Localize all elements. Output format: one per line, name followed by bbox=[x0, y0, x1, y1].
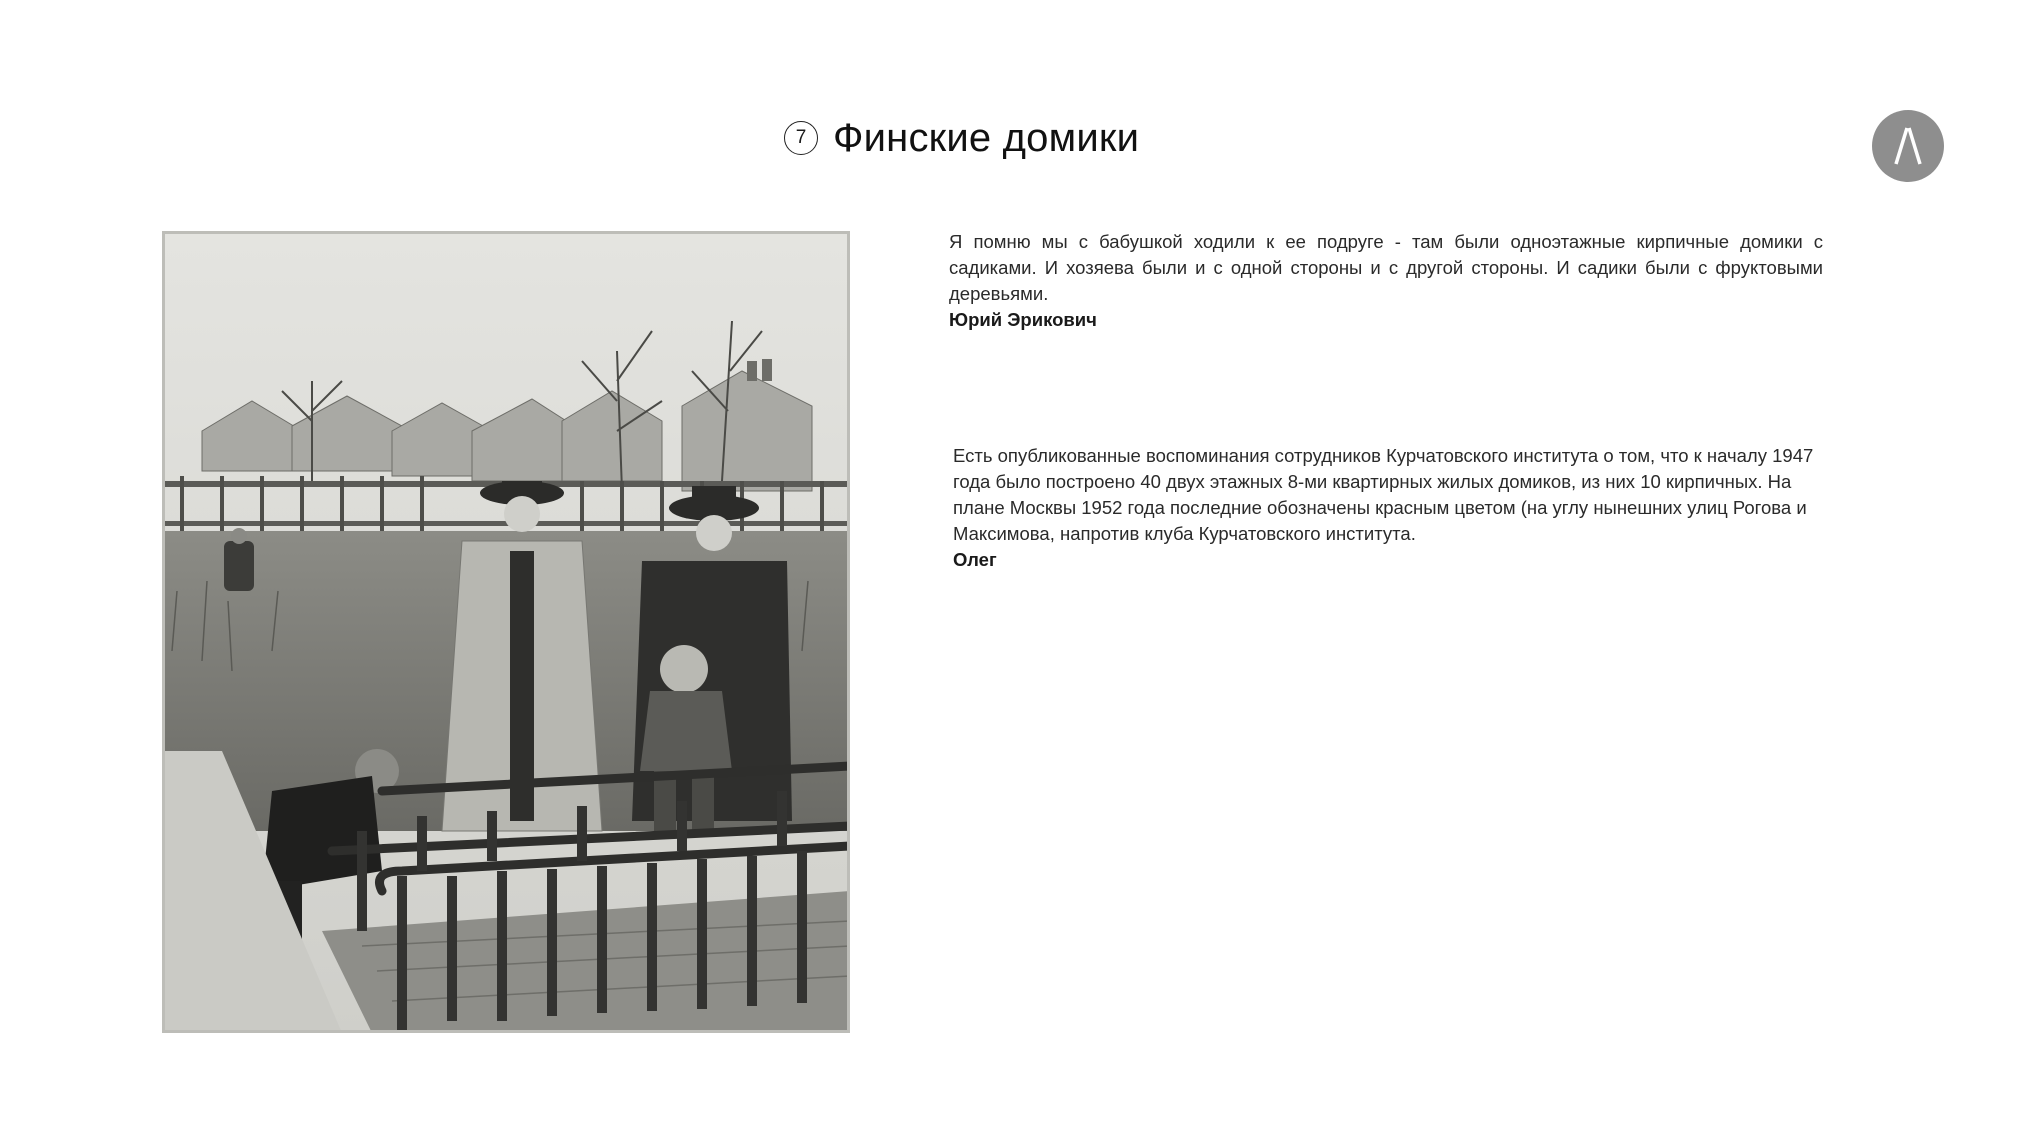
slide-header bbox=[784, 108, 1139, 168]
quote-text: Я помню мы с бабушкой ходили к ее подруге - там были одноэтажные кирпичные домики с садиками. И хозяева были и с одной стороны и с другой стороны. И садики были с фруктовыми деревьями. bbox=[949, 231, 1823, 304]
vintage-photo-image bbox=[162, 231, 850, 1033]
quote-block-1 bbox=[949, 229, 1823, 333]
quote-block-2 bbox=[953, 443, 1823, 573]
quote-text: Есть опубликованные воспоминания сотрудников Курчатовского института о том, что к началу 1947 года было построено 40 двух этажных 8-ми квартирных жилых домиков, из них 10 кирпичных. На плане Москвы 1952 года последние обозначены красным цветом (на углу нынешних улиц Рогова и Максимова, напротив клуба Курчатовского института. bbox=[953, 445, 1814, 544]
quote-author: Олег bbox=[953, 549, 997, 570]
lambda-logo-icon bbox=[1872, 110, 1944, 182]
quote-author: Юрий Эрикович bbox=[949, 309, 1097, 330]
page-title: Финские домики bbox=[833, 115, 1140, 160]
slide-number: 7 bbox=[795, 127, 807, 148]
slide-number-badge bbox=[784, 121, 818, 155]
